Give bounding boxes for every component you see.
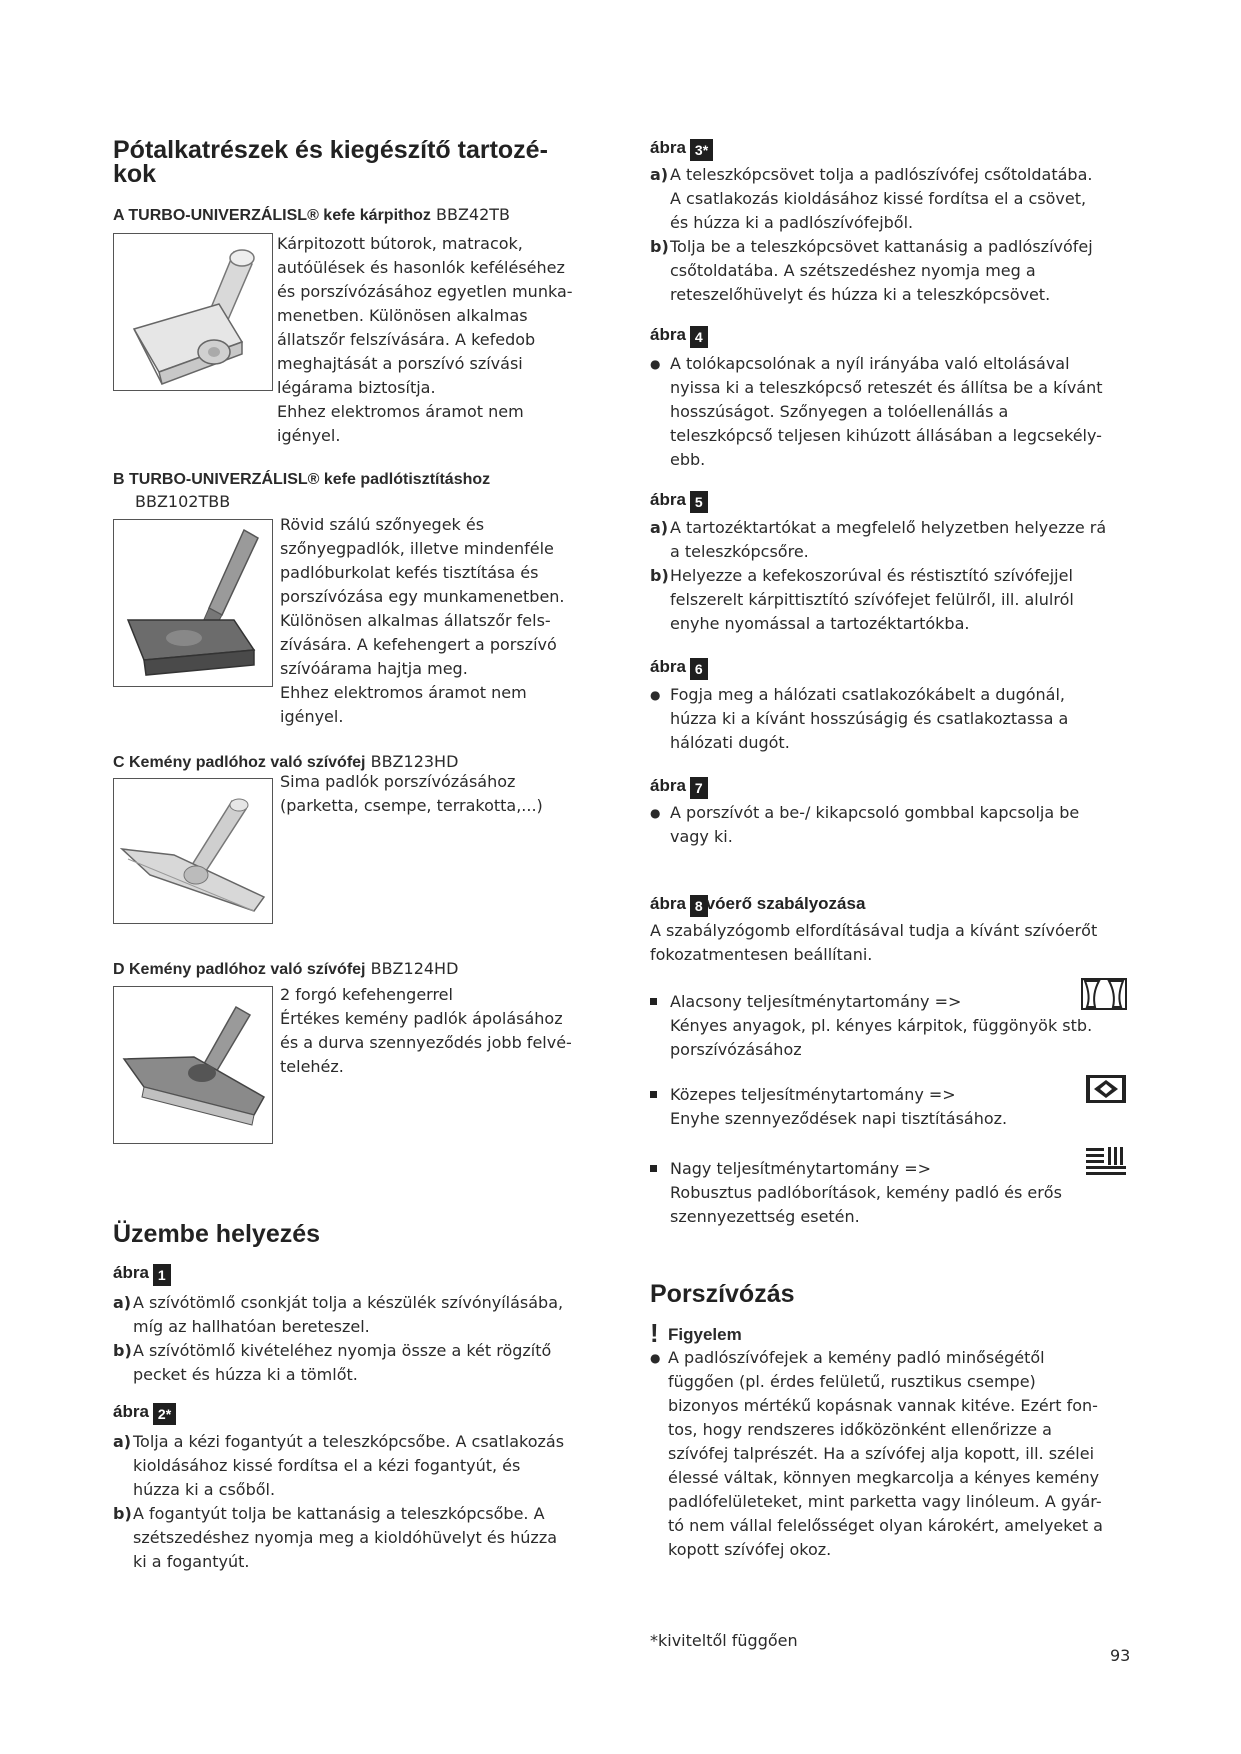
bullet: ●	[650, 806, 661, 820]
hard-floor-icon	[1085, 1146, 1127, 1176]
power-mid-text: Közepes teljesítménytartomány => Enyhe szennyeződések napi tisztításához.	[670, 1085, 1008, 1128]
step-b-label: b)	[650, 237, 669, 256]
figure-2-label: ábra 2*	[113, 1402, 176, 1425]
item-b-code: BBZ102TBB	[135, 492, 231, 511]
section-title-setup: Üzembe helyezés	[113, 1220, 321, 1248]
item-a-image	[113, 233, 273, 391]
figure-6-text	[650, 683, 1140, 755]
floor-turbo-brush-illustration	[114, 520, 272, 686]
power-low-text: Alacsony teljesítménytartomány => Kényes anyagok, pl. kényes kárpitok, függönyök stb. porszívózásához	[670, 992, 1093, 1059]
figure-6-badge: 6	[690, 658, 708, 680]
warning-block	[650, 1320, 1140, 1562]
step-a-label: a)	[650, 518, 669, 537]
power-high-text: Nagy teljesítménytartomány => Robusztus padlóborítások, kemény padló és erős szennyezettség esetén.	[670, 1159, 1062, 1226]
figure-4-description: A tolókapcsolónak a nyíl irányába való eltolásával nyissa ki a teleszkópcső reteszét és állítsa be a kívánt hosszúságot. Szőnyegen a tolóellenállás a teleszkópcső teljesen kihúzott állásában a legcsekély- ebb.	[670, 354, 1103, 469]
figure-8-badge: 8	[690, 895, 708, 917]
item-d-description: 2 forgó kefehengerrel Értékes kemény padlók ápolásához és a durva szennyeződés jobb felvé- telehéz.	[280, 985, 572, 1076]
figure-1-label: ábra 1	[113, 1263, 171, 1286]
step-a-text: A tartozéktartókat a megfelelő helyzetben helyezze rá a teleszkópcsőre.	[670, 518, 1107, 561]
rug-icon	[1085, 1074, 1127, 1104]
item-c-code: BBZ123HD	[370, 752, 459, 771]
figure-4-badge: 4	[690, 326, 708, 348]
figure-7-badge: 7	[690, 777, 708, 799]
item-d-heading	[113, 958, 633, 981]
figure-3-badge: 3*	[690, 139, 713, 161]
step-b-text: Helyezze a kefekoszorúval és réstisztító szívófejjel felszerelt kárpittisztító szívófejet felülről, ill. alulról enyhe nyomással a tartozéktartókba.	[670, 566, 1074, 633]
footnote: *kiviteltől függően	[650, 1631, 798, 1650]
figure-1-badge: 1	[153, 1264, 171, 1286]
figure-6-label: ábra 6	[650, 657, 708, 680]
item-b-description: Rövid szálú szőnyegek és szőnyegpadlók, illetve mindenféle padlóburkolat kefés tisztítása és porszívózása egy munkamenetben. Különösen alkalmas állatszőr fels- zívására. A kefehengert a porszívó szívóárama hajtja meg. Ehhez elektromos áramot nem igényel.	[280, 515, 565, 726]
figure-4-text	[650, 352, 1140, 472]
bullet: ●	[650, 688, 661, 702]
item-c-image	[113, 778, 273, 924]
figure-3-step-b	[650, 235, 1140, 307]
figure-1-step-b	[113, 1339, 633, 1387]
item-d-title: D Kemény padlóhoz való szívófej	[113, 961, 366, 978]
step-b-text: A fogantyút tolja be kattanásig a teleszkópcsőbe. A szétszedéshez nyomja meg a kioldóhüvelyt és húzza ki a fogantyút.	[133, 1504, 558, 1571]
rotating-roller-nozzle-illustration	[114, 987, 272, 1143]
step-b-text: Tolja be a teleszkópcsövet kattanásig a padlószívófej csőtoldatába. A szétszedéshez nyomja meg a reteszelőhüvelyt és húzza ki a teleszkópcsövet.	[670, 237, 1093, 304]
figure-7-text	[650, 801, 1140, 849]
item-b-image	[113, 519, 273, 687]
figure-5-badge: 5	[690, 491, 708, 513]
item-b-heading	[113, 468, 633, 513]
curtain-icon	[1081, 978, 1127, 1010]
step-a-text: A szívótömlő csonkját tolja a készülék szívónyílásába, míg az hallhatóan bereteszel.	[133, 1293, 564, 1336]
figure-1-step-a	[113, 1291, 633, 1339]
figure-3-step-a	[650, 163, 1140, 235]
step-b-text: A szívótömlő kivételéhez nyomja össze a két rögzítő pecket és húzza ki a tömlőt.	[133, 1341, 552, 1384]
figure-7-description: A porszívót a be-/ kikapcsoló gombbal kapcsolja be vagy ki.	[670, 803, 1080, 846]
page-number: 93	[1110, 1646, 1131, 1665]
figure-6-description: Fogja meg a hálózati csatlakozókábelt a dugónál, húzza ki a kívánt hosszúságig és csatlakoztassa a hálózati dugót.	[670, 685, 1069, 752]
step-a-label: a)	[113, 1293, 132, 1312]
item-d-code: BBZ124HD	[370, 959, 459, 978]
figure-2-step-b	[113, 1502, 633, 1574]
square-bullet	[650, 990, 670, 1062]
warning-text: A padlószívófejek a kemény padló minőségétől függően (pl. érdes felületű, rusztikus csempe) bizonyos mértékű kopásnak vannak kitéve. Ezért fon- tos, hogy rendszeres időközönként ellenőrizze a szívófej talprészét. Ha a szívófej alja kopott, ill. szélei élessé váltak, könnyen megkarcolja a kényes kemény padlófelületeket, mint parketta vagy linóleum. A gyár- tó nem vállal felelősséget olyan károkért, amelyeket a kopott szívófej okoz.	[668, 1348, 1103, 1559]
item-a-title: A TURBO-UNIVERZÁLISL® kefe kárpithoz	[113, 207, 431, 224]
item-a-heading	[113, 204, 633, 227]
item-c-description: Sima padlók porszívózásához (parketta, csempe, terrakotta,...)	[280, 772, 543, 815]
figure-5-step-a	[650, 516, 1140, 564]
upholstery-brush-illustration	[114, 234, 272, 390]
power-mid-item	[650, 1083, 1130, 1131]
power-high-item	[650, 1157, 1130, 1229]
warning-icon: !	[650, 1318, 659, 1348]
figure-7-label: ábra 7	[650, 776, 708, 799]
figure-4-label: ábra 4	[650, 325, 708, 348]
step-b-label: b)	[113, 1341, 132, 1360]
bullet: ●	[650, 357, 661, 371]
step-a-label: a)	[650, 165, 669, 184]
square-bullet	[650, 1157, 670, 1229]
figure-8-heading: vóerő szabályozása	[705, 894, 866, 913]
figure-5-label: ábra 5	[650, 490, 708, 513]
figure-2-step-a	[113, 1430, 633, 1502]
figure-5-step-b	[650, 564, 1140, 636]
section-title-spare-parts: Pótalkatrészek és kiegészítő tartozé- kok	[113, 136, 548, 188]
hard-floor-nozzle-illustration	[114, 779, 272, 923]
item-b-title: B TURBO-UNIVERZÁLISL® kefe padlótisztításhoz	[113, 471, 491, 488]
step-b-label: b)	[113, 1504, 132, 1523]
power-low-item	[650, 990, 1130, 1062]
step-a-text: A teleszkópcsövet tolja a padlószívófej csőtoldatába. A csatlakozás kioldásához kissé fordítsa el a csövet, és húzza ki a padlószívófejből.	[670, 165, 1093, 232]
square-bullet	[650, 1083, 670, 1131]
item-c-title: C Kemény padlóhoz való szívófej	[113, 754, 366, 771]
step-b-label: b)	[650, 566, 669, 585]
figure-2-badge: 2*	[153, 1403, 176, 1425]
item-d-image	[113, 986, 273, 1144]
figure-8-intro: A szabályzógomb elfordításával tudja a kívánt szívóerőt fokozatmentesen beállítani.	[650, 921, 1098, 964]
step-a-label: a)	[113, 1432, 132, 1451]
warning-title: Figyelem	[668, 1325, 742, 1344]
step-a-text: Tolja a kézi fogantyút a teleszkópcsőbe. A csatlakozás kioldásához kissé fordítsa el a kézi fogantyút, és húzza ki a csőből.	[133, 1432, 565, 1499]
item-a-code: BBZ42TB	[435, 205, 511, 224]
bullet: ●	[650, 1351, 661, 1365]
figure-3-label: ábra 3*	[650, 138, 713, 161]
figure-8-label: ábra 8 vóerő szabályozása	[650, 894, 865, 917]
item-a-description: Kárpitozott bútorok, matracok, autóülések és hasonlók keféléséhez és porszívózásához egyetlen munka- menetben. Különösen alkalmas állatszőr felszívására. A kefedob meghajtását a porszívó szívási légárama biztosítja. Ehhez elektromos áramot nem igényel.	[277, 234, 573, 445]
section-title-vacuuming: Porszívózás	[650, 1280, 795, 1308]
